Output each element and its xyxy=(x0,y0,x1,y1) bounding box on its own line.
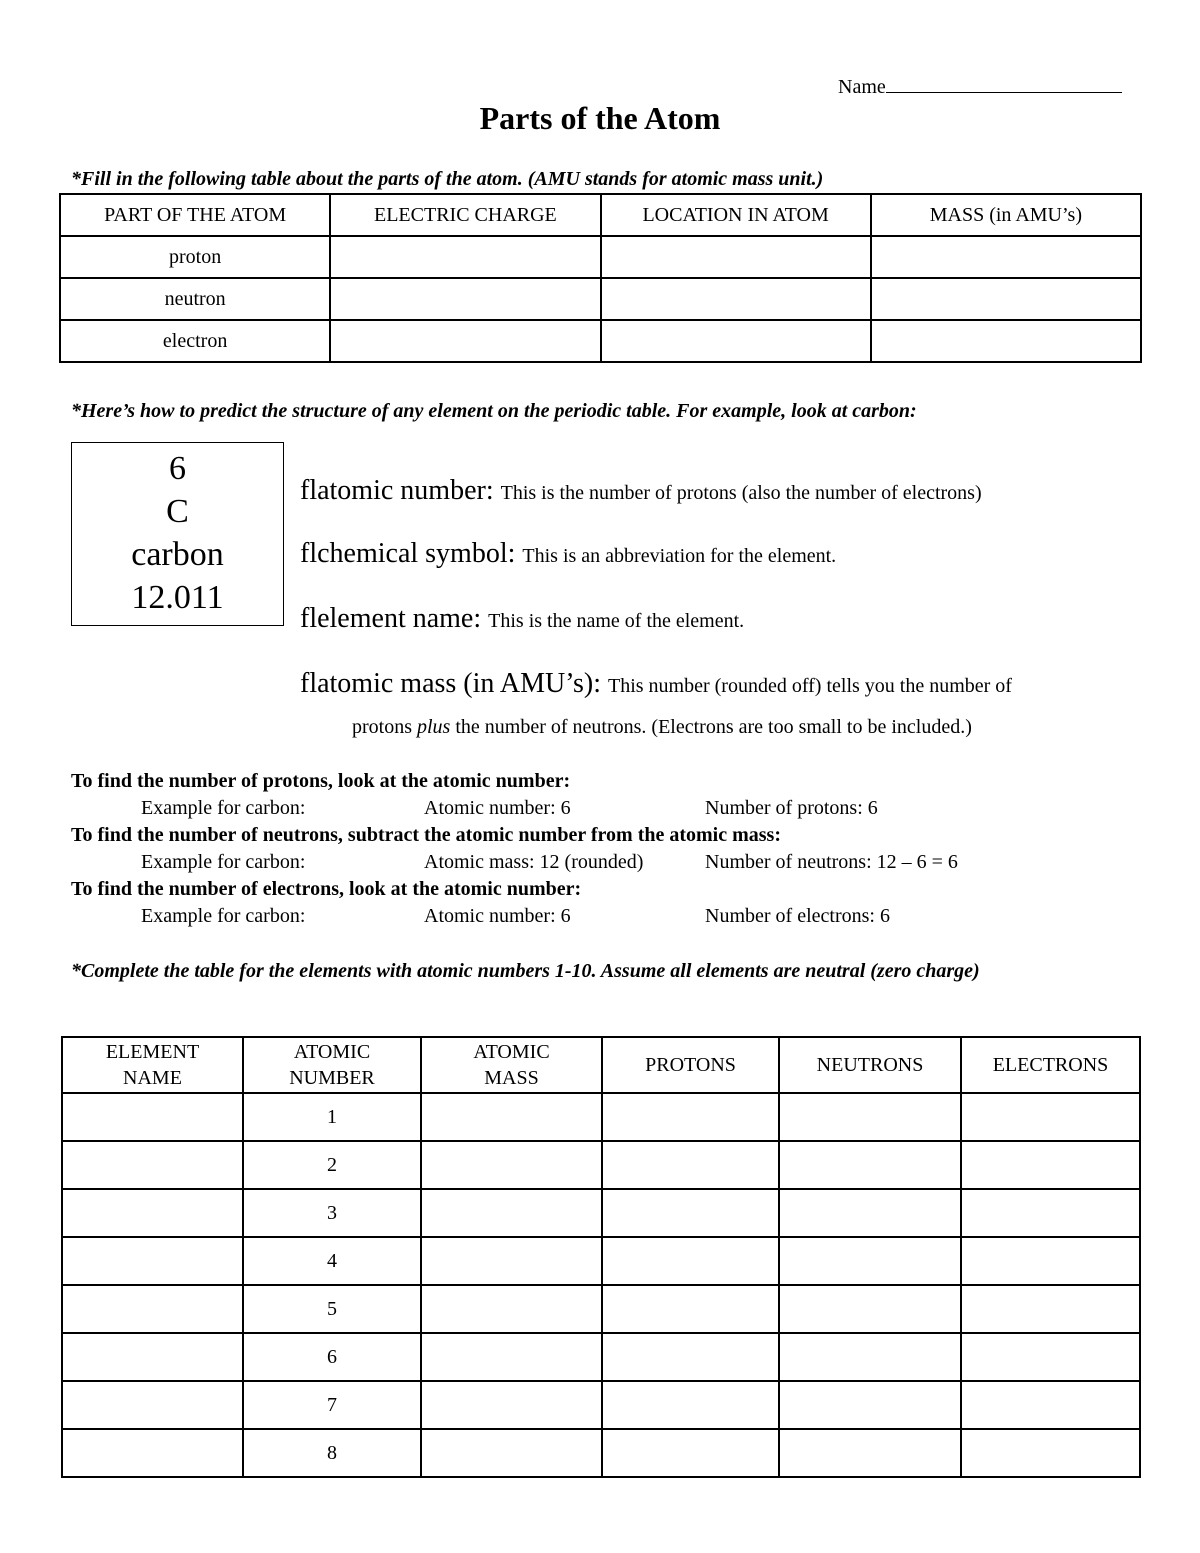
rule-heading-protons: To find the number of protons, look at the atomic number: xyxy=(71,770,571,792)
answer-cell[interactable] xyxy=(421,1429,602,1477)
header-line: ATOMIC xyxy=(293,1041,371,1063)
carbon-element-box xyxy=(71,442,284,626)
continuation-text: protons xyxy=(352,716,412,738)
answer-cell[interactable] xyxy=(602,1333,779,1381)
example-given: Atomic number: 6 xyxy=(424,797,571,819)
answer-cell[interactable] xyxy=(421,1333,602,1381)
example-label: Example for carbon: xyxy=(141,905,306,927)
answer-cell[interactable] xyxy=(779,1333,961,1381)
answer-cell[interactable] xyxy=(961,1381,1140,1429)
answer-cell[interactable] xyxy=(421,1141,602,1189)
column-header xyxy=(421,1037,602,1093)
answer-cell[interactable] xyxy=(62,1189,243,1237)
answer-cell[interactable] xyxy=(602,1429,779,1477)
column-header xyxy=(62,1037,243,1093)
answer-cell[interactable] xyxy=(779,1189,961,1237)
answer-cell[interactable] xyxy=(779,1429,961,1477)
example-label: Example for carbon: xyxy=(141,797,306,819)
header-line: ELEMENT xyxy=(105,1041,200,1063)
rule-example-electrons xyxy=(71,903,1131,930)
name-field[interactable] xyxy=(838,74,1122,99)
table-row xyxy=(62,1429,1140,1477)
element-atomic-number: 6 xyxy=(169,450,186,487)
answer-cell[interactable] xyxy=(779,1285,961,1333)
term-description: This is the number of protons (also the number of electrons) xyxy=(500,482,982,504)
term-atomic-number xyxy=(300,475,982,507)
answer-cell[interactable] xyxy=(961,1189,1140,1237)
example-result: Number of electrons: 6 xyxy=(705,905,890,927)
atomic-number-cell: 5 xyxy=(243,1285,421,1333)
answer-cell[interactable] xyxy=(421,1285,602,1333)
rule-example-neutrons xyxy=(71,849,1131,876)
atomic-mass-continuation xyxy=(352,716,972,739)
atomic-number-cell: 7 xyxy=(243,1381,421,1429)
example-label: Example for carbon: xyxy=(141,851,306,873)
answer-cell[interactable] xyxy=(961,1429,1140,1477)
table-header-row xyxy=(60,194,1141,236)
answer-cell[interactable] xyxy=(961,1333,1140,1381)
table-row xyxy=(62,1237,1140,1285)
answer-cell[interactable] xyxy=(602,1237,779,1285)
section1-instruction: *Fill in the following table about the parts of the atom. (AMU stands for atomic mass unit.) xyxy=(71,168,824,190)
rule-example-protons xyxy=(71,795,1131,822)
rule-heading-neutrons: To find the number of neutrons, subtract the atomic number from the atomic mass: xyxy=(71,824,781,846)
answer-cell[interactable] xyxy=(961,1093,1140,1141)
name-blank[interactable] xyxy=(886,74,1122,93)
answer-cell[interactable] xyxy=(62,1237,243,1285)
rule-heading-electrons: To find the number of electrons, look at the atomic number: xyxy=(71,878,582,900)
answer-cell[interactable] xyxy=(871,278,1141,320)
section2-instruction: *Here’s how to predict the structure of any element on the periodic table. For example, look at carbon: xyxy=(71,400,917,422)
parts-of-atom-table xyxy=(59,193,1142,363)
table-header-row xyxy=(62,1037,1140,1093)
atomic-number-cell: 2 xyxy=(243,1141,421,1189)
continuation-emphasis: plus xyxy=(417,716,451,738)
header-line: NUMBER xyxy=(289,1067,375,1089)
column-header xyxy=(243,1037,421,1093)
answer-cell[interactable] xyxy=(602,1381,779,1429)
term-atomic-mass xyxy=(300,668,1012,700)
element-name: carbon xyxy=(131,536,224,573)
answer-cell[interactable] xyxy=(779,1093,961,1141)
column-header: LOCATION IN ATOM xyxy=(601,194,871,236)
answer-cell[interactable] xyxy=(62,1333,243,1381)
row-label: neutron xyxy=(60,278,330,320)
answer-cell[interactable] xyxy=(421,1189,602,1237)
table-row xyxy=(62,1189,1140,1237)
answer-cell[interactable] xyxy=(330,236,600,278)
answer-cell[interactable] xyxy=(62,1429,243,1477)
answer-cell[interactable] xyxy=(779,1237,961,1285)
term-label: flatomic mass (in AMU’s): xyxy=(300,668,601,699)
answer-cell[interactable] xyxy=(602,1285,779,1333)
header-line: MASS xyxy=(484,1067,539,1089)
table-row xyxy=(62,1093,1140,1141)
atomic-number-cell: 1 xyxy=(243,1093,421,1141)
column-header: MASS (in AMU’s) xyxy=(871,194,1141,236)
term-label: flatomic number: xyxy=(300,475,494,506)
row-label: electron xyxy=(60,320,330,362)
answer-cell[interactable] xyxy=(62,1381,243,1429)
answer-cell[interactable] xyxy=(421,1237,602,1285)
answer-cell[interactable] xyxy=(961,1141,1140,1189)
table-row xyxy=(62,1333,1140,1381)
answer-cell[interactable] xyxy=(330,320,600,362)
term-chemical-symbol xyxy=(300,538,836,570)
answer-cell[interactable] xyxy=(602,1189,779,1237)
column-header: PROTONS xyxy=(602,1037,779,1093)
answer-cell[interactable] xyxy=(330,278,600,320)
answer-cell[interactable] xyxy=(961,1237,1140,1285)
example-result: Number of neutrons: 12 – 6 = 6 xyxy=(705,851,958,873)
term-description: This number (rounded off) tells you the number of xyxy=(607,675,1012,697)
term-description: This is the name of the element. xyxy=(488,610,745,632)
table-row xyxy=(62,1285,1140,1333)
column-header: PART OF THE ATOM xyxy=(60,194,330,236)
answer-cell[interactable] xyxy=(602,1141,779,1189)
name-label: Name xyxy=(838,76,886,98)
header-line: NAME xyxy=(123,1067,182,1089)
table-row xyxy=(60,320,1141,362)
answer-cell[interactable] xyxy=(871,236,1141,278)
answer-cell[interactable] xyxy=(62,1285,243,1333)
example-result: Number of protons: 6 xyxy=(705,797,878,819)
elements-table xyxy=(61,1036,1141,1478)
example-given: Atomic number: 6 xyxy=(424,905,571,927)
answer-cell[interactable] xyxy=(601,278,871,320)
answer-cell[interactable] xyxy=(871,320,1141,362)
header-line: ATOMIC xyxy=(473,1041,550,1063)
calculation-rules xyxy=(71,768,1131,930)
answer-cell[interactable] xyxy=(62,1141,243,1189)
atomic-number-cell: 8 xyxy=(243,1429,421,1477)
page-title: Parts of the Atom xyxy=(479,100,721,136)
atomic-number-cell: 6 xyxy=(243,1333,421,1381)
atomic-number-cell: 3 xyxy=(243,1189,421,1237)
section3-instruction: *Complete the table for the elements with atomic numbers 1-10. Assume all elements are neutral (zero charge) xyxy=(71,960,980,982)
term-label: flchemical symbol: xyxy=(300,538,516,569)
continuation-text: the number of neutrons. (Electrons are too small to be included.) xyxy=(455,716,972,738)
table-row xyxy=(60,236,1141,278)
term-label: flelement name: xyxy=(300,603,482,634)
table-row xyxy=(62,1381,1140,1429)
answer-cell[interactable] xyxy=(421,1381,602,1429)
example-given: Atomic mass: 12 (rounded) xyxy=(424,851,644,873)
row-label: proton xyxy=(60,236,330,278)
element-mass: 12.011 xyxy=(131,579,224,616)
answer-cell[interactable] xyxy=(421,1093,602,1141)
column-header: NEUTRONS xyxy=(779,1037,961,1093)
term-element-name xyxy=(300,603,744,635)
atomic-number-cell: 4 xyxy=(243,1237,421,1285)
column-header: ELECTRONS xyxy=(961,1037,1140,1093)
table-row xyxy=(60,278,1141,320)
answer-cell[interactable] xyxy=(961,1285,1140,1333)
answer-cell[interactable] xyxy=(602,1093,779,1141)
answer-cell[interactable] xyxy=(62,1093,243,1141)
term-description: This is an abbreviation for the element. xyxy=(522,545,837,567)
answer-cell[interactable] xyxy=(779,1141,961,1189)
answer-cell[interactable] xyxy=(601,236,871,278)
answer-cell[interactable] xyxy=(779,1381,961,1429)
table-row xyxy=(62,1141,1140,1189)
element-symbol: C xyxy=(166,493,189,530)
column-header: ELECTRIC CHARGE xyxy=(330,194,600,236)
answer-cell[interactable] xyxy=(601,320,871,362)
